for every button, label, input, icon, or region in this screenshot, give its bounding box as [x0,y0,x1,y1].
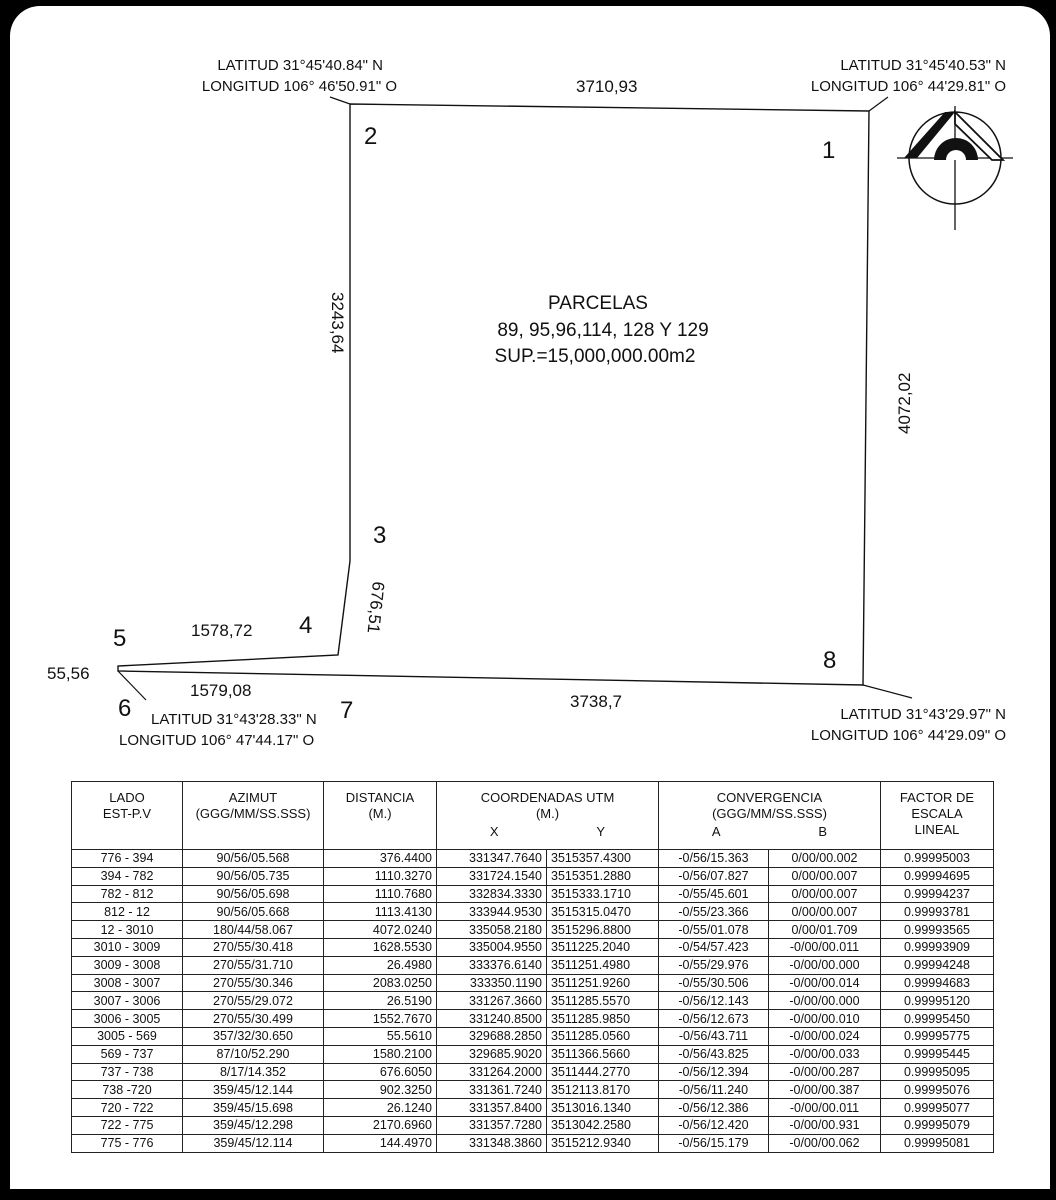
cell-a: -0/56/12.143 [659,992,769,1010]
vertex-label-6: 6 [118,695,132,722]
cell-x: 331240.8500 [437,1010,547,1028]
table-row [72,956,994,974]
cell-dist: 55.5610 [324,1027,437,1045]
cell-lado: 3008 - 3007 [72,974,183,992]
header-x: X [489,824,499,839]
cell-b: -0/00/00.014 [769,974,881,992]
cell-azimut: 270/55/30.346 [183,974,324,992]
cell-dist: 1552.7670 [324,1010,437,1028]
cell-f: 0.99995003 [881,850,994,868]
distance-3-4: 676,51 [363,580,388,635]
cell-y: 3513042.2580 [547,1116,659,1134]
table-row [72,938,994,956]
parcel-numbers: 89, 95,96,114, 128 Y 129 [497,320,709,341]
table-row [72,1099,994,1117]
cell-x: 329688.2850 [437,1027,547,1045]
cell-dist: 1580.2100 [324,1045,437,1063]
cell-f: 0.99995095 [881,1063,994,1081]
cell-f: 0.99993909 [881,938,994,956]
cell-lado: 394 - 782 [72,867,183,885]
cell-b: -0/00/00.024 [769,1027,881,1045]
cell-a: -0/55/23.366 [659,903,769,921]
cell-dist: 376.4400 [324,850,437,868]
header-factor: FACTOR DE ESCALA LINEAL [881,782,994,850]
cell-f: 0.99993565 [881,921,994,939]
header-convergencia: CONVERGENCIA (GGG/MM/SS.SSS) A B [659,782,881,850]
header-distancia: DISTANCIA (M.) [324,782,437,850]
distance-6-7: 1579,08 [190,681,252,700]
cell-azimut: 90/56/05.568 [183,850,324,868]
cell-b: -0/00/00.387 [769,1081,881,1099]
cell-b: -0/00/00.033 [769,1045,881,1063]
cell-a: -0/55/45.601 [659,885,769,903]
cell-y: 3511285.0560 [547,1027,659,1045]
vertex-label-2: 2 [364,123,378,150]
cell-lado: 3007 - 3006 [72,992,183,1010]
cell-b: 0/00/00.007 [769,903,881,921]
cell-a: -0/56/43.711 [659,1027,769,1045]
survey-table [71,781,994,1153]
cell-azimut: 359/45/12.298 [183,1116,324,1134]
cell-y: 3513016.1340 [547,1099,659,1117]
coord-nw-lon: LONGITUD 106° 46'50.91" O [201,78,397,95]
cell-dist: 676.6050 [324,1063,437,1081]
cell-f: 0.99995120 [881,992,994,1010]
cell-y: 3511251.4980 [547,956,659,974]
coord-se-lat: LATITUD 31°43'29.97" N [840,706,1006,723]
cell-azimut: 270/55/30.418 [183,938,324,956]
cell-x: 331347.7640 [437,850,547,868]
cell-a: -0/56/11.240 [659,1081,769,1099]
distance-7-8: 3738,7 [570,692,622,711]
leader-line-ne [869,97,888,111]
cell-x: 331357.7280 [437,1116,547,1134]
table-row [72,885,994,903]
cell-dist: 26.4980 [324,956,437,974]
cell-a: -0/56/12.394 [659,1063,769,1081]
header-b: B [818,824,828,839]
cell-a: -0/56/12.386 [659,1099,769,1117]
cell-dist: 26.1240 [324,1099,437,1117]
cell-y: 3511225.2040 [547,938,659,956]
cell-b: -0/00/00.931 [769,1116,881,1134]
parcel-boundary [118,104,869,685]
cell-b: 0/00/00.007 [769,885,881,903]
cell-dist: 144.4970 [324,1134,437,1152]
cell-a: -0/56/12.673 [659,1010,769,1028]
table-row [72,992,994,1010]
cell-azimut: 359/45/15.698 [183,1099,324,1117]
cell-azimut: 90/56/05.698 [183,885,324,903]
cell-f: 0.99995081 [881,1134,994,1152]
cell-a: -0/56/12.420 [659,1116,769,1134]
cell-b: -0/00/00.011 [769,1099,881,1117]
vertex-label-3: 3 [373,522,387,549]
cell-lado: 12 - 3010 [72,921,183,939]
cell-x: 329685.9020 [437,1045,547,1063]
cell-lado: 738 -720 [72,1081,183,1099]
leader-line-nw [330,97,350,104]
distance-2-1: 3710,93 [576,77,638,96]
table-row [72,867,994,885]
cell-azimut: 180/44/58.067 [183,921,324,939]
table-header-row [72,782,994,850]
cell-azimut: 270/55/31.710 [183,956,324,974]
cell-f: 0.99994237 [881,885,994,903]
cell-dist: 1113.4130 [324,903,437,921]
cell-a: -0/56/15.363 [659,850,769,868]
cell-dist: 1110.7680 [324,885,437,903]
cell-y: 3515212.9340 [547,1134,659,1152]
cell-lado: 737 - 738 [72,1063,183,1081]
cell-lado: 776 - 394 [72,850,183,868]
coord-nw-lat: LATITUD 31°45'40.84" N [217,57,383,74]
table-row [72,1027,994,1045]
cell-y: 3515333.1710 [547,885,659,903]
cell-f: 0.99995076 [881,1081,994,1099]
vertex-label-8: 8 [823,647,837,674]
header-lado: LADO EST-P.V [72,782,183,850]
cell-f: 0.99994695 [881,867,994,885]
cell-azimut: 90/56/05.735 [183,867,324,885]
vertex-label-5: 5 [113,625,127,652]
cell-x: 331361.7240 [437,1081,547,1099]
coord-sw-lat: LATITUD 31°43'28.33" N [151,711,317,728]
cell-dist: 2083.0250 [324,974,437,992]
cell-lado: 3010 - 3009 [72,938,183,956]
header-a: A [711,824,721,839]
cell-f: 0.99995450 [881,1010,994,1028]
distance-1-8: 4072,02 [895,372,914,434]
cell-b: -0/00/00.000 [769,992,881,1010]
vertex-label-4: 4 [299,612,313,639]
cell-lado: 782 - 812 [72,885,183,903]
cell-azimut: 270/55/30.499 [183,1010,324,1028]
table-row [72,1045,994,1063]
table-row [72,903,994,921]
cell-b: 0/00/01.709 [769,921,881,939]
header-azimut: AZIMUT (GGG/MM/SS.SSS) [183,782,324,850]
coord-sw-lon: LONGITUD 106° 47'44.17" O [119,732,315,749]
cell-y: 3515357.4300 [547,850,659,868]
table-row [72,1010,994,1028]
cell-azimut: 359/45/12.114 [183,1134,324,1152]
cell-azimut: 270/55/29.072 [183,992,324,1010]
table-row [72,921,994,939]
cell-x: 333944.9530 [437,903,547,921]
coord-se-lon: LONGITUD 106° 44'29.09" O [810,727,1006,744]
cell-dist: 902.3250 [324,1081,437,1099]
table-body [72,850,994,1153]
cell-azimut: 87/10/52.290 [183,1045,324,1063]
cell-x: 332834.3330 [437,885,547,903]
cell-a: -0/55/30.506 [659,974,769,992]
coord-ne-lon: LONGITUD 106° 44'29.81" O [810,78,1006,95]
cell-f: 0.99995445 [881,1045,994,1063]
cell-x: 335058.2180 [437,921,547,939]
cell-y: 3515315.0470 [547,903,659,921]
cell-b: 0/00/00.002 [769,850,881,868]
cell-f: 0.99995079 [881,1116,994,1134]
cell-f: 0.99995775 [881,1027,994,1045]
cell-x: 335004.9550 [437,938,547,956]
coord-ne-lat: LATITUD 31°45'40.53" N [840,57,1006,74]
cell-a: -0/55/01.078 [659,921,769,939]
parcel-title: PARCELAS [548,293,648,314]
vertex-label-1: 1 [822,137,836,164]
cell-a: -0/54/57.423 [659,938,769,956]
cell-lado: 569 - 737 [72,1045,183,1063]
table-row [72,1081,994,1099]
cell-lado: 720 - 722 [72,1099,183,1117]
cell-a: -0/55/29.976 [659,956,769,974]
cell-y: 3515351.2880 [547,867,659,885]
table-row [72,974,994,992]
cell-y: 3511285.9850 [547,1010,659,1028]
cell-x: 333350.1190 [437,974,547,992]
table-row [72,1116,994,1134]
cell-lado: 3009 - 3008 [72,956,183,974]
cell-x: 331348.3860 [437,1134,547,1152]
header-coordenadas: COORDENADAS UTM (M.) X Y [437,782,659,850]
cell-dist: 2170.6960 [324,1116,437,1134]
cell-b: -0/00/00.287 [769,1063,881,1081]
cell-a: -0/56/15.179 [659,1134,769,1152]
cell-dist: 4072.0240 [324,921,437,939]
cell-y: 3511285.5570 [547,992,659,1010]
distance-5-6: 55,56 [47,664,90,683]
cell-f: 0.99994248 [881,956,994,974]
cell-lado: 775 - 776 [72,1134,183,1152]
distance-2-3: 3243,64 [328,292,347,354]
cell-dist: 1110.3270 [324,867,437,885]
cell-x: 331267.3660 [437,992,547,1010]
cell-f: 0.99993781 [881,903,994,921]
table-row [72,1063,994,1081]
cell-lado: 722 - 775 [72,1116,183,1134]
cell-azimut: 8/17/14.352 [183,1063,324,1081]
cell-x: 331264.2000 [437,1063,547,1081]
cell-lado: 3005 - 569 [72,1027,183,1045]
cell-y: 3512113.8170 [547,1081,659,1099]
cell-x: 331724.1540 [437,867,547,885]
cell-dist: 1628.5530 [324,938,437,956]
cell-a: -0/56/07.827 [659,867,769,885]
table-row [72,1134,994,1152]
cell-azimut: 357/32/30.650 [183,1027,324,1045]
cell-y: 3515296.8800 [547,921,659,939]
header-y: Y [596,824,606,839]
cell-x: 331357.8400 [437,1099,547,1117]
cell-f: 0.99995077 [881,1099,994,1117]
cell-lado: 812 - 12 [72,903,183,921]
cell-b: -0/00/00.000 [769,956,881,974]
cell-a: -0/56/43.825 [659,1045,769,1063]
leader-line-se [863,685,912,698]
cell-lado: 3006 - 3005 [72,1010,183,1028]
distance-5-4: 1578,72 [191,621,253,640]
cell-azimut: 359/45/12.144 [183,1081,324,1099]
cell-y: 3511366.5660 [547,1045,659,1063]
cell-azimut: 90/56/05.668 [183,903,324,921]
table-row [72,850,994,868]
cell-y: 3511444.2770 [547,1063,659,1081]
cell-dist: 26.5190 [324,992,437,1010]
cell-b: -0/00/00.011 [769,938,881,956]
vertex-label-7: 7 [340,697,354,724]
cell-b: 0/00/00.007 [769,867,881,885]
cell-b: -0/00/00.010 [769,1010,881,1028]
cell-b: -0/00/00.062 [769,1134,881,1152]
parcel-area: SUP.=15,000,000.00m2 [494,346,696,367]
cell-x: 333376.6140 [437,956,547,974]
cell-f: 0.99994683 [881,974,994,992]
cell-y: 3511251.9260 [547,974,659,992]
north-arrow-icon [897,106,1013,230]
